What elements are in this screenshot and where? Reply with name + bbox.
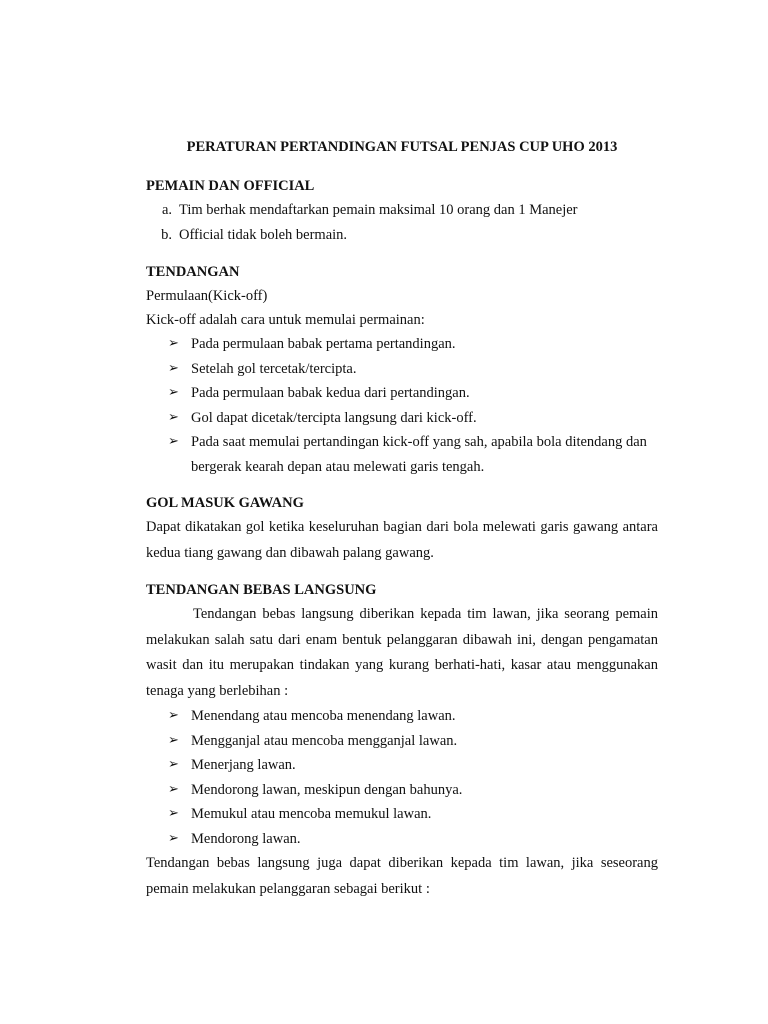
list-item-text: Menendang atau mencoba menendang lawan. (191, 708, 456, 724)
arrow-bullet-icon: ➢ (168, 732, 179, 748)
arrow-bullet-icon: ➢ (168, 708, 179, 723)
list-item (146, 704, 658, 729)
list-item (146, 827, 658, 852)
list-item-text: Mendorong lawan, meskipun dengan bahunya. (191, 781, 463, 798)
intro-line: Kick-off adalah cara untuk memulai permainan: (146, 312, 425, 328)
arrow-bullet-icon: ➢ (168, 336, 179, 351)
section-heading: GOL MASUK GAWANG (146, 495, 304, 511)
arrow-bullet-icon: ➢ (168, 757, 179, 772)
arrow-bullet-icon: ➢ (168, 781, 179, 797)
list-item (146, 332, 658, 357)
list-item-text: Setelah gol tercetak/tercipta. (191, 360, 357, 377)
paragraph: Dapat dikatakan gol ketika keseluruhan bagian dari bola melewati garis gawang antara kedua tiang gawang dan dibawah palang gawang. (146, 519, 658, 561)
closing-paragraph: Tendangan bebas langsung juga dapat diberikan kepada tim lawan, jika seseorang pemain melakukan pelanggaran sebagai berikut : (146, 855, 658, 897)
arrow-bullet-icon: ➢ (168, 360, 179, 376)
document-body (146, 135, 658, 914)
arrow-bullet-icon: ➢ (168, 385, 179, 400)
list-item-text: Menerjang lawan. (191, 757, 296, 773)
list-marker: b. (161, 227, 172, 243)
list-item-text: Pada saat memulai pertandingan kick-off yang sah, apabila bola ditendang dan bergerak kearah depan atau melewati garis tengah. (191, 434, 647, 475)
document-title: PERATURAN PERTANDINGAN FUTSAL PENJAS CUP UHO 2013 (186, 139, 618, 155)
list-item (146, 223, 658, 248)
list-marker: a. (161, 202, 172, 218)
arrow-bullet-icon: ➢ (168, 806, 179, 821)
list-item-text: Pada permulaan babak pertama pertandingan. (191, 336, 456, 352)
list-item (146, 430, 658, 479)
section-tendangan (146, 260, 658, 479)
list-item-text: Official tidak boleh bermain. (179, 227, 348, 243)
alpha-list (146, 198, 658, 248)
section-gol-masuk-gawang (146, 491, 658, 566)
bullet-list (146, 332, 658, 479)
section-tendangan-bebas-langsung (146, 578, 658, 902)
section-heading: TENDANGAN BEBAS LANGSUNG (146, 582, 377, 598)
arrow-bullet-icon: ➢ (168, 434, 179, 449)
list-item (146, 381, 658, 406)
list-item-text: Mendorong lawan. (191, 830, 301, 847)
list-item-text: Memukul atau mencoba memukul lawan. (191, 806, 432, 822)
list-item (146, 198, 658, 223)
list-item-text: Tim berhak mendaftarkan pemain maksimal 10 orang dan 1 Manejer (179, 202, 578, 218)
list-item (146, 802, 658, 827)
arrow-bullet-icon: ➢ (168, 830, 179, 846)
section-heading: PEMAIN DAN OFFICIAL (146, 178, 315, 194)
sub-heading: Permulaan(Kick-off) (146, 288, 268, 304)
bullet-list (146, 704, 658, 851)
list-item-text: Mengganjal atau mencoba mengganjal lawan. (191, 732, 458, 749)
list-item (146, 406, 658, 431)
list-item (146, 729, 658, 754)
list-item (146, 753, 658, 778)
section-pemain-official (146, 174, 658, 248)
arrow-bullet-icon: ➢ (168, 409, 179, 425)
list-item (146, 357, 658, 382)
list-item-text: Pada permulaan babak kedua dari pertandingan. (191, 385, 470, 401)
list-item-text: Gol dapat dicetak/tercipta langsung dari kick-off. (191, 409, 477, 426)
paragraph: Tendangan bebas langsung diberikan kepada tim lawan, jika seorang pemain melakukan salah satu dari enam bentuk pelanggaran dibawah ini, dengan pengamatan wasit dan itu merupakan tindakan yang kurang berhati-hati, kasar atau menggunakan tenaga yang berlebihan : (146, 606, 658, 699)
list-item (146, 778, 658, 803)
section-heading: TENDANGAN (146, 264, 240, 280)
